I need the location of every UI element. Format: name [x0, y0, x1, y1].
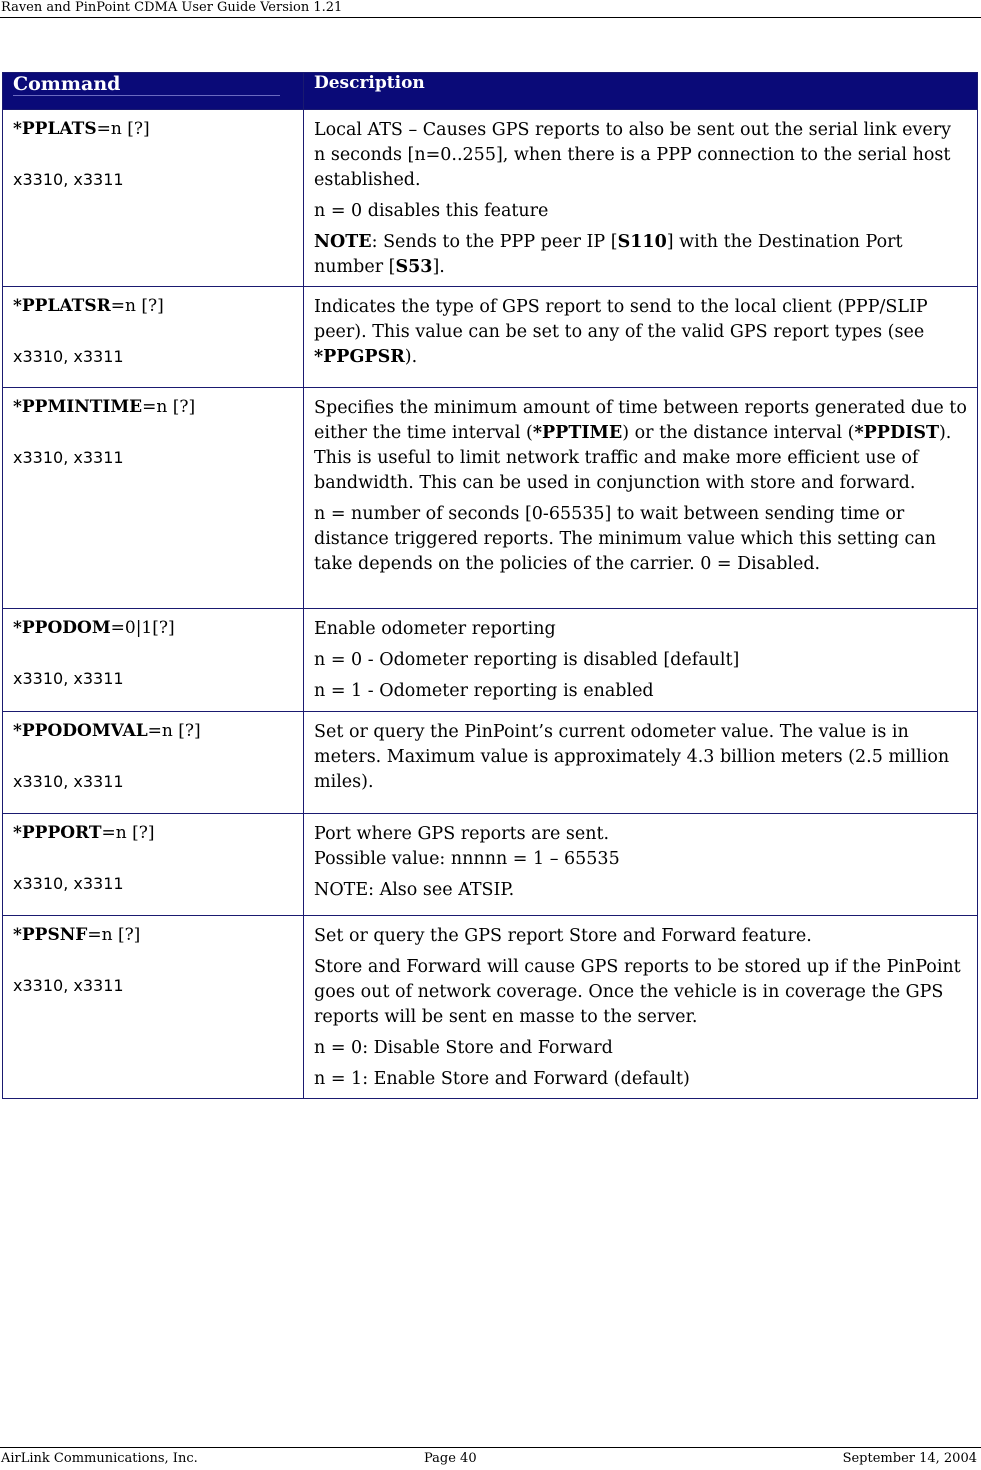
description-cell: Indicates the type of GPS report to send to the local client (PPP/SLIP peer). This value can be set to any of the valid GPS report types (see *PPGPSR). [304, 287, 978, 388]
command-cell [3, 609, 304, 712]
description-cell: Set or query the GPS report Store and Forward feature. Store and Forward will cause GPS reports to be stored up if the PinPoint goes out of network coverage. Once the vehicle is in coverage the GPS reports will be sent en masse to the server. n = 0: Disable Store and Forward n = 1: Enable Store and Forward (default) [304, 916, 978, 1099]
command-cell [3, 287, 304, 388]
command-models: x3310, x3311 [13, 772, 124, 791]
table-row [3, 388, 978, 609]
table-header-row [3, 73, 978, 110]
command-name: *PPLATS=n [?] [13, 119, 150, 139]
table-row [3, 110, 978, 287]
table-row [3, 814, 978, 916]
page-header [0, 0, 981, 18]
command-name: *PPODOM=0|1[?] [13, 618, 175, 638]
description-cell: Local ATS – Causes GPS reports to also be sent out the serial link every n seconds [n=0..255], when there is a PPP connection to the serial host established. n = 0 disables this feature NOTE: Sends to the PPP peer IP [S110] with the Destination Port number [S53]. [304, 110, 978, 287]
command-cell [3, 814, 304, 916]
command-cell [3, 388, 304, 609]
column-header-command: Command [3, 73, 304, 110]
command-name: *PPPORT=n [?] [13, 823, 155, 843]
description-cell: Enable odometer reporting n = 0 - Odometer reporting is disabled [default] n = 1 - Odometer reporting is enabled [304, 609, 978, 712]
command-cell [3, 110, 304, 287]
command-table [2, 72, 978, 1099]
command-models: x3310, x3311 [13, 976, 124, 995]
command-name: *PPODOMVAL=n [?] [13, 721, 201, 741]
table-row [3, 712, 978, 814]
command-cell [3, 916, 304, 1099]
description-cell: Port where GPS reports are sent. Possible value: nnnnn = 1 – 65535 NOTE: Also see ATSIP. [304, 814, 978, 916]
description-cell: Specifies the minimum amount of time between reports generated due to either the time interval (*PPTIME) or the distance interval (*PPDIST). This is useful to limit network traffic and make more efficient use of bandwidth. This can be used in conjunction with store and forward. n = number of seconds [0-65535] to wait between sending time or distance triggered reports. The minimum value which this setting can take depends on the policies of the carrier. 0 = Disabled. [304, 388, 978, 609]
command-name: *PPLATSR=n [?] [13, 296, 164, 316]
command-models: x3310, x3311 [13, 448, 124, 467]
document-title: Raven and PinPoint CDMA User Guide Version 1.21 [1, 0, 343, 15]
command-models: x3310, x3311 [13, 170, 124, 189]
table-row [3, 609, 978, 712]
footer-date: September 14, 2004 [842, 1451, 977, 1466]
command-models: x3310, x3311 [13, 347, 124, 366]
table-row [3, 916, 978, 1099]
footer-company: AirLink Communications, Inc. [1, 1451, 198, 1466]
command-models: x3310, x3311 [13, 874, 124, 893]
page-footer [0, 1447, 981, 1470]
command-cell [3, 712, 304, 814]
column-header-description: Description [304, 73, 978, 110]
table-row [3, 287, 978, 388]
description-cell: Set or query the PinPoint’s current odometer value. The value is in meters. Maximum value is approximately 4.3 billion meters (2.5 million miles). [304, 712, 978, 814]
command-name: *PPMINTIME=n [?] [13, 397, 196, 417]
footer-page-number: Page 40 [424, 1451, 477, 1466]
command-name: *PPSNF=n [?] [13, 925, 141, 945]
command-models: x3310, x3311 [13, 669, 124, 688]
